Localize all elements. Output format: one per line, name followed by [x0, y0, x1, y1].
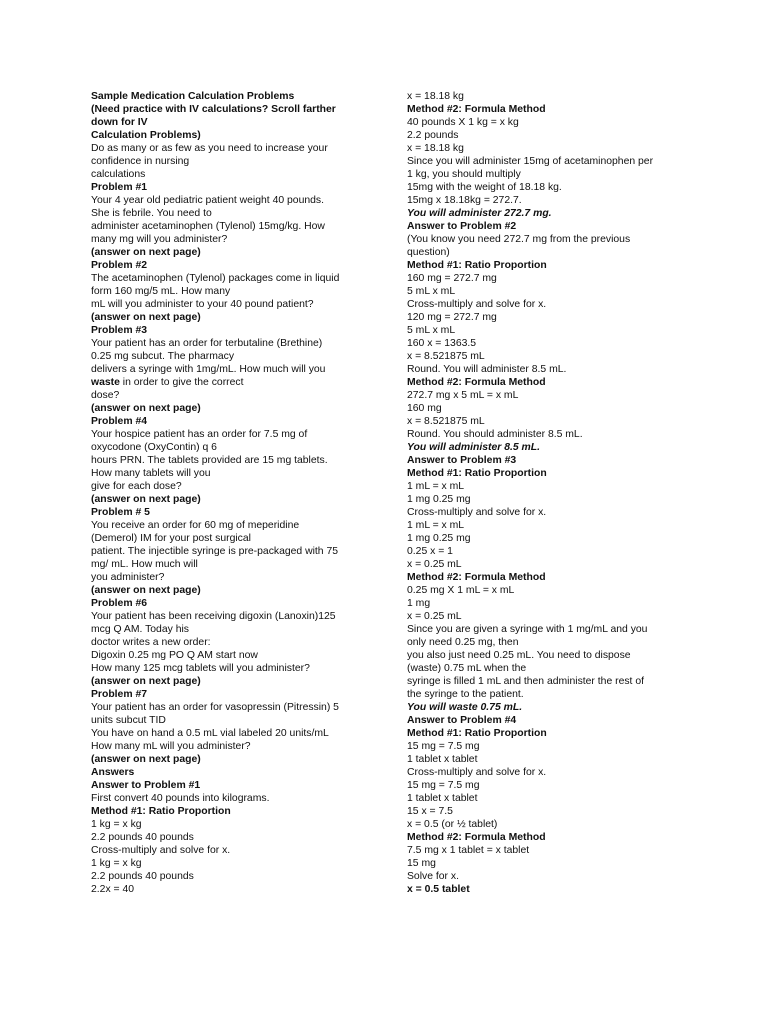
right-text-line: Since you are given a syringe with 1 mg/mL and you — [407, 624, 648, 635]
heading-line: (answer on next page) — [91, 676, 201, 687]
right-text-line: Cross-multiply and solve for x. — [407, 507, 547, 518]
right-text-line: 15 mg = 7.5 mg — [407, 741, 480, 752]
left-text-line: delivers a syringe with 1mg/mL. How much will you — [91, 364, 326, 375]
left-text-line — [91, 376, 363, 389]
left-text-line: 2.2x = 40 — [91, 884, 135, 895]
left-text-line: 0.25 mg subcut. The pharmacy — [91, 351, 235, 362]
left-text-line: You receive an order for 60 mg of meperidine — [91, 520, 300, 531]
left-text-line: How many mL will you administer? — [91, 741, 251, 752]
heading-line: Answer to Problem #4 — [407, 715, 517, 726]
right-text-line: 1 mg 0.25 mg — [407, 533, 471, 544]
right-text-line: 7.5 mg x 1 tablet = x tablet — [407, 845, 530, 856]
heading-line: Problem #3 — [91, 325, 148, 336]
right-text-line: 160 mg — [407, 403, 442, 414]
right-text-line: x = 0.25 mL — [407, 559, 462, 570]
left-text-line: hours PRN. The tablets provided are 15 mg tablets. — [91, 455, 328, 466]
left-text-line: Your patient has an order for vasopressin (Pitressin) 5 — [91, 702, 339, 713]
left-text-line: Your hospice patient has an order for 7.5 mg of — [91, 429, 308, 440]
left-text-line: confidence in nursing — [91, 156, 190, 167]
heading-line: Method #2: Formula Method — [407, 377, 546, 388]
answer-statement: You will waste 0.75 mL. — [407, 702, 523, 713]
left-text-line: mg/ mL. How much will — [91, 559, 198, 570]
heading-line: (answer on next page) — [91, 585, 201, 596]
left-text-line: calculations — [91, 169, 146, 180]
right-text-line: 1 mL = x mL — [407, 481, 465, 492]
left-text-line: Your 4 year old pediatric patient weight 40 pounds. — [91, 195, 324, 206]
left-text-line: mL will you administer to your 40 pound patient? — [91, 299, 314, 310]
right-text-line: Round. You will administer 8.5 mL. — [407, 364, 567, 375]
answer-statement: You will administer 272.7 mg. — [407, 208, 552, 219]
heading-line: (Need practice with IV calculations? Scroll farther — [91, 104, 336, 115]
right-text-line: Cross-multiply and solve for x. — [407, 767, 547, 778]
right-text-line: 15mg with the weight of 18.18 kg. — [407, 182, 562, 193]
answer-statement: You will administer 8.5 mL. — [407, 442, 540, 453]
heading-line: Method #1: Ratio Proportion — [407, 260, 547, 271]
right-text-line: 5 mL x mL — [407, 286, 456, 297]
right-text-line: 40 pounds X 1 kg = x kg — [407, 117, 519, 128]
left-text-line: administer acetaminophen (Tylenol) 15mg/kg. How — [91, 221, 325, 232]
left-text-line: Your patient has an order for terbutaline (Brethine) — [91, 338, 323, 349]
right-text-line: only need 0.25 mg, then — [407, 637, 519, 648]
heading-line: Problem #2 — [91, 260, 148, 271]
left-text-line: 1 kg = x kg — [91, 819, 142, 830]
right-text-line: 15mg x 18.18kg = 272.7. — [407, 195, 522, 206]
right-text-line: 5 mL x mL — [407, 325, 456, 336]
heading-line: Method #2: Formula Method — [407, 104, 546, 115]
heading-line: Problem #6 — [91, 598, 148, 609]
left-text-line: mcg Q AM. Today his — [91, 624, 189, 635]
right-text-line: (You know you need 272.7 mg from the previous — [407, 234, 631, 245]
right-text-line: 160 mg = 272.7 mg — [407, 273, 497, 284]
heading-line: (answer on next page) — [91, 494, 201, 505]
left-text-line: Digoxin 0.25 mg PO Q AM start now — [91, 650, 258, 661]
left-text-line: First convert 40 pounds into kilograms. — [91, 793, 270, 804]
left-text-line: Cross-multiply and solve for x. — [91, 845, 231, 856]
heading-line: Problem #1 — [91, 182, 148, 193]
left-text-line: units subcut TID — [91, 715, 166, 726]
left-text-line: you administer? — [91, 572, 165, 583]
right-text-line: 0.25 mg X 1 mL = x mL — [407, 585, 515, 596]
right-text-line: 0.25 x = 1 — [407, 546, 453, 557]
left-text-line: 2.2 pounds 40 pounds — [91, 832, 194, 843]
heading-line: Method #1: Ratio Proportion — [407, 468, 547, 479]
left-text-line: 2.2 pounds 40 pounds — [91, 871, 194, 882]
right-text-line: 1 mg 0.25 mg — [407, 494, 471, 505]
left-text-line: Your patient has been receiving digoxin (Lanoxin)125 — [91, 611, 336, 622]
heading-line: (answer on next page) — [91, 247, 201, 258]
left-text-line: You have on hand a 0.5 mL vial labeled 20 units/mL — [91, 728, 329, 739]
heading-line: Answers — [91, 767, 135, 778]
heading-line: (answer on next page) — [91, 312, 201, 323]
left-text-line: doctor writes a new order: — [91, 637, 211, 648]
heading-line: Sample Medication Calculation Problems — [91, 91, 295, 102]
right-text-line: 120 mg = 272.7 mg — [407, 312, 497, 323]
heading-line: Problem #7 — [91, 689, 148, 700]
heading-line: Answer to Problem #2 — [407, 221, 517, 232]
left-text-line: oxycodone (OxyContin) q 6 — [91, 442, 217, 453]
right-text-line: 15 x = 7.5 — [407, 806, 453, 817]
right-text-line: question) — [407, 247, 450, 258]
right-text-line: 15 mg = 7.5 mg — [407, 780, 480, 791]
heading-line: Calculation Problems) — [91, 130, 201, 141]
right-text-line: the syringe to the patient. — [407, 689, 524, 700]
right-text-line: 1 tablet x tablet — [407, 754, 478, 765]
heading-line: Method #1: Ratio Proportion — [407, 728, 547, 739]
left-text-line: 1 kg = x kg — [91, 858, 142, 869]
right-text-line: 160 x = 1363.5 — [407, 338, 477, 349]
heading-line: down for IV — [91, 117, 148, 128]
left-text-line: dose? — [91, 390, 120, 401]
right-text-line: Since you will administer 15mg of acetaminophen per — [407, 156, 654, 167]
line-text: in order to give the correct — [119, 377, 244, 388]
left-text-line: How many 125 mcg tablets will you administer? — [91, 663, 310, 674]
heading-line: Answer to Problem #3 — [407, 455, 517, 466]
right-text-line: x = 0.5 (or ½ tablet) — [407, 819, 498, 830]
left-text-line: many mg will you administer? — [91, 234, 228, 245]
left-text-line: give for each dose? — [91, 481, 182, 492]
right-text-line: Cross-multiply and solve for x. — [407, 299, 547, 310]
heading-line: Problem # 5 — [91, 507, 150, 518]
heading-line: (answer on next page) — [91, 754, 201, 765]
right-text-line: syringe is filled 1 mL and then administer the rest of — [407, 676, 644, 687]
left-text-line: How many tablets will you — [91, 468, 211, 479]
left-text-line: Do as many or as few as you need to increase your — [91, 143, 328, 154]
emphasis-word: waste — [91, 377, 120, 388]
right-text-column — [407, 90, 679, 896]
left-text-line: The acetaminophen (Tylenol) packages come in liquid — [91, 273, 340, 284]
left-text-column — [91, 90, 363, 896]
right-text-line: 2.2 pounds — [407, 130, 459, 141]
right-text-line: 1 tablet x tablet — [407, 793, 478, 804]
right-text-line: x = 8.521875 mL — [407, 351, 485, 362]
right-text-line: 1 kg, you should multiply — [407, 169, 521, 180]
heading-line: Method #2: Formula Method — [407, 572, 546, 583]
heading-line: Method #1: Ratio Proportion — [91, 806, 231, 817]
right-text-line: Solve for x. — [407, 871, 459, 882]
heading-line: (answer on next page) — [91, 403, 201, 414]
right-text-line: 1 mL = x mL — [407, 520, 465, 531]
right-text-line: x = 0.25 mL — [407, 611, 462, 622]
left-text-line: form 160 mg/5 mL. How many — [91, 286, 231, 297]
right-text-line: 272.7 mg x 5 mL = x mL — [407, 390, 519, 401]
right-text-line: (waste) 0.75 mL when the — [407, 663, 527, 674]
left-text-line: patient. The injectible syringe is pre-packaged with 75 — [91, 546, 339, 557]
right-text-line: Round. You should administer 8.5 mL. — [407, 429, 583, 440]
right-text-line: you also just need 0.25 mL. You need to dispose — [407, 650, 631, 661]
left-text-line: She is febrile. You need to — [91, 208, 212, 219]
heading-line: Answer to Problem #1 — [91, 780, 201, 791]
right-text-line: x = 8.521875 mL — [407, 416, 485, 427]
heading-line: x = 0.5 tablet — [407, 884, 470, 895]
right-text-line: x = 18.18 kg — [407, 143, 464, 154]
right-text-line: 1 mg — [407, 598, 431, 609]
right-text-line: 15 mg — [407, 858, 436, 869]
right-text-line: x = 18.18 kg — [407, 91, 464, 102]
heading-line: Method #2: Formula Method — [407, 832, 546, 843]
left-text-line: (Demerol) IM for your post surgical — [91, 533, 251, 544]
heading-line: Problem #4 — [91, 416, 148, 427]
